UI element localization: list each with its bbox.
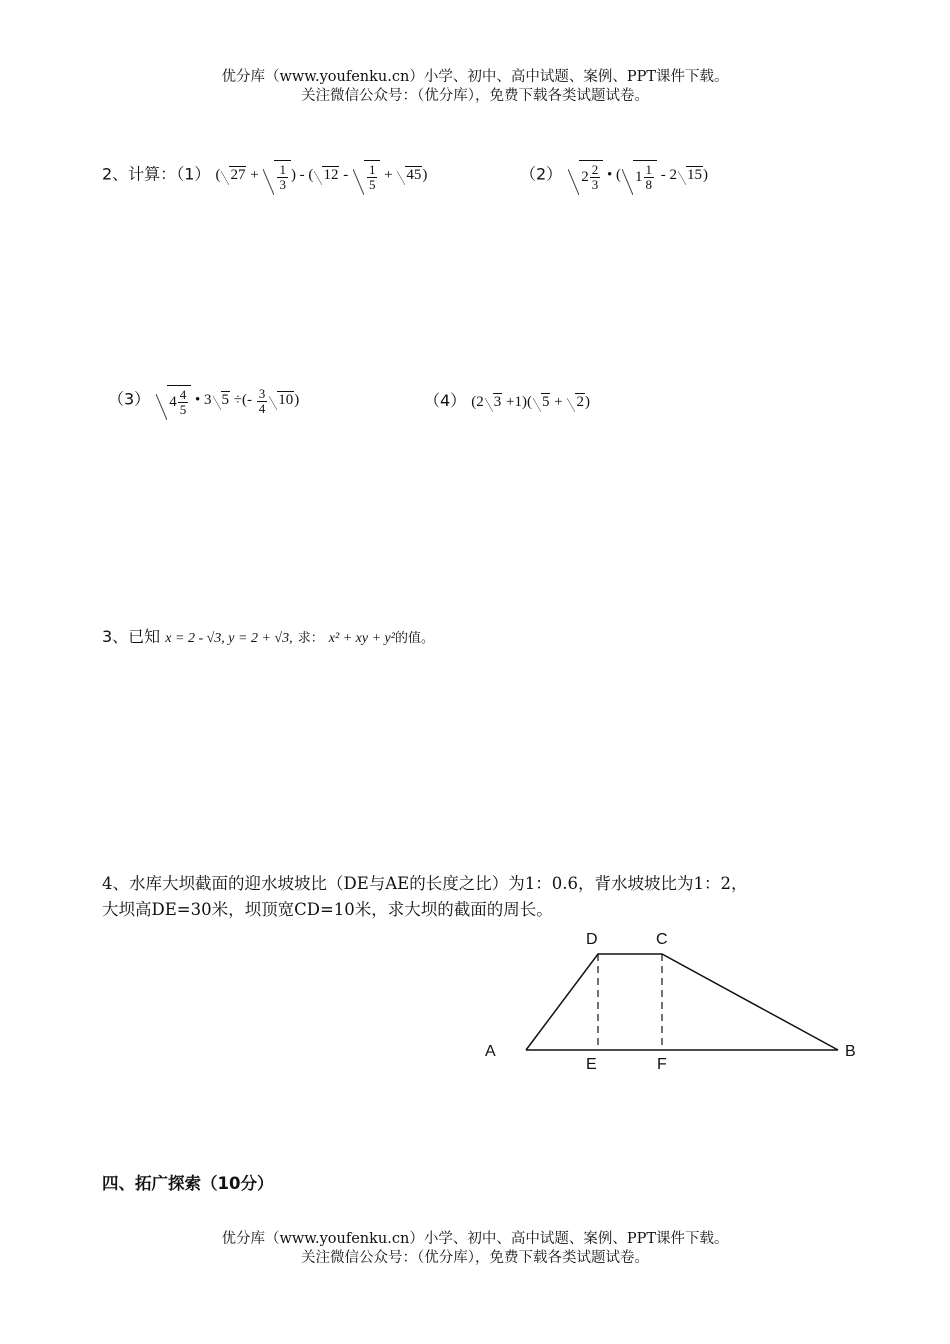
q2-part1-label: （1） — [176, 164, 211, 184]
label-a: A — [485, 1043, 496, 1060]
q3-tail: 的值。 — [394, 631, 434, 646]
q2-row-2 — [108, 385, 299, 417]
label-e: E — [586, 1056, 597, 1073]
label-c: C — [656, 931, 668, 948]
q2-part4-expression: (2 3 +1)( 5 + 2) — [471, 394, 590, 410]
label-d: D — [586, 931, 598, 948]
q2-part3-label: （3） — [108, 389, 151, 409]
q2-part2-expression: 2 $\frac{2}{3}$ • ( 1 $\frac{1}{8}$ - 2 15) — [581, 162, 709, 192]
q2-label: 2、计算： — [102, 164, 177, 184]
page-header — [0, 68, 950, 106]
q2-part2-label: （2） — [520, 164, 563, 184]
q3-label: 3、已知 — [102, 627, 161, 646]
q2-part4-label: （4） — [424, 391, 467, 410]
q2-part1-expression: ( 27 + $\frac{1}{3}$ ) - ( 12 - $\frac{1}{5}$ + 45) — [215, 162, 428, 192]
section-4-title: 四、拓广探索（10分） — [102, 1174, 274, 1193]
footer-line-2: 关注微信公众号：（优分库），免费下载各类试题试卷。 — [301, 1250, 649, 1266]
label-f: F — [657, 1056, 667, 1073]
q2-part3-expression: 4 $\frac{4}{5}$ • 3 5 ÷(- $\frac{3}{4}$ 10) — [169, 385, 300, 417]
q2-row-1b — [520, 160, 708, 192]
header-line-1: 优分库（www.youfenku.cn）小学、初中、高中试题、案例、PPT课件下载。 — [221, 69, 729, 85]
q4-text — [102, 871, 747, 923]
label-b: B — [845, 1043, 856, 1060]
q2-row-2b — [424, 388, 590, 411]
page-footer — [0, 1230, 950, 1268]
footer-line-1: 优分库（www.youfenku.cn）小学、初中、高中试题、案例、PPT课件下载。 — [221, 1231, 729, 1247]
q4-line-1: 4、水库大坝截面的迎水坡坡比（DE与AE的长度之比）为1：0.6，背水坡坡比为1：2， — [102, 874, 748, 893]
q3-given: x = 2 - √3, y = 2 + √3, — [165, 631, 293, 646]
q3-ask: 求： — [297, 631, 324, 646]
q2-row-1 — [102, 160, 427, 192]
dam-outline — [526, 954, 838, 1050]
q3-target: x² + xy + y² — [328, 631, 395, 646]
header-line-2: 关注微信公众号：（优分库），免费下载各类试题试卷。 — [301, 88, 649, 104]
q3-row — [102, 624, 434, 647]
q4-line-2: 大坝高DE=30米，坝顶宽CD=10米，求大坝的截面的周长。 — [102, 900, 553, 919]
